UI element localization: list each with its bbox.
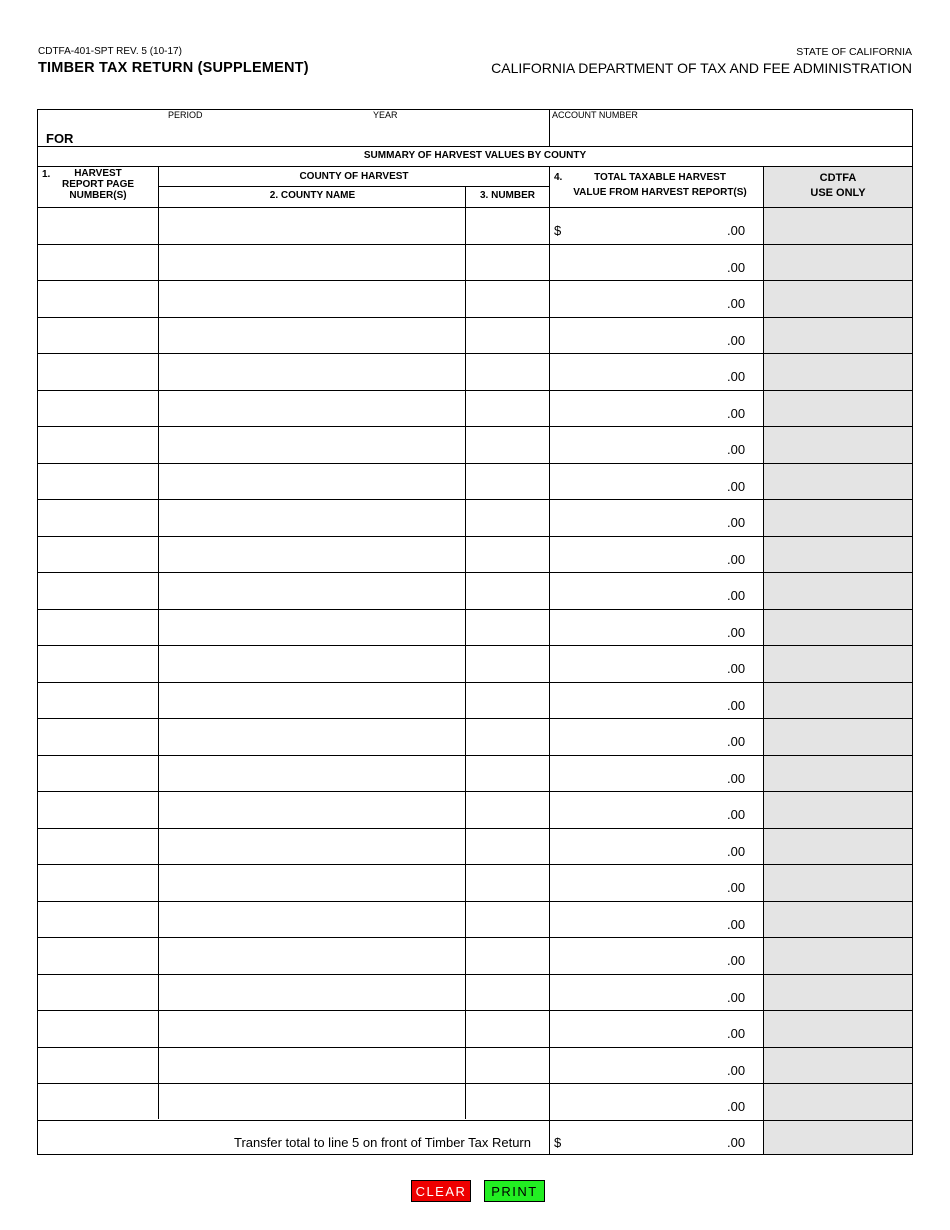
cents-label: .00 [727, 442, 746, 457]
harvest-page-input[interactable] [39, 684, 157, 716]
county-number-input[interactable] [467, 1049, 548, 1081]
cents-label: .00 [727, 332, 746, 348]
county-number-input[interactable] [467, 392, 548, 424]
county-name-input[interactable] [160, 209, 464, 241]
total-cents: .00 [727, 1135, 746, 1150]
county-name-input[interactable] [160, 720, 464, 752]
county-number-input[interactable] [467, 282, 548, 314]
county-number-input[interactable] [467, 209, 548, 241]
cents-label: .00 [727, 953, 746, 968]
cents-label: .00 [727, 770, 746, 786]
col1-header: HARVEST REPORT PAGE NUMBER(S) [61, 168, 135, 201]
cdtfa-header-line2: USE ONLY [810, 187, 866, 199]
cdtfa-header-line1: CDTFA [819, 172, 857, 184]
cents-label: .00 [727, 843, 746, 859]
county-name-input[interactable] [160, 501, 464, 533]
harvest-page-input[interactable] [39, 574, 157, 606]
harvest-value-input[interactable] [566, 684, 726, 716]
cents-label: .00 [727, 296, 746, 311]
harvest-page-input[interactable] [39, 793, 157, 825]
harvest-page-input[interactable] [39, 1012, 157, 1044]
harvest-page-input[interactable] [39, 720, 157, 752]
county-name-input[interactable] [160, 465, 464, 497]
harvest-page-input[interactable] [39, 355, 157, 387]
county-name-input[interactable] [160, 903, 464, 935]
col3-header: 3. NUMBER [479, 190, 535, 201]
harvest-value-input[interactable] [566, 1012, 726, 1044]
cents-label: .00 [727, 551, 746, 567]
county-name-input[interactable] [160, 1085, 464, 1117]
county-number-input[interactable] [467, 501, 548, 533]
county-name-input[interactable] [160, 757, 464, 789]
harvest-value-input[interactable] [566, 1049, 726, 1081]
col2-header: 2. COUNTY NAME [269, 190, 356, 201]
cents-label: .00 [727, 1062, 746, 1078]
harvest-page-input[interactable] [39, 647, 157, 679]
year-label: YEAR [373, 110, 398, 120]
harvest-value-input[interactable] [566, 647, 726, 679]
county-number-input[interactable] [467, 720, 548, 752]
harvest-page-input[interactable] [39, 501, 157, 533]
county-number-input[interactable] [467, 355, 548, 387]
harvest-value-input[interactable] [566, 1085, 726, 1117]
harvest-value-input[interactable] [566, 793, 726, 825]
clear-button[interactable]: CLEAR [411, 1180, 471, 1202]
county-number-input[interactable] [467, 939, 548, 971]
county-name-input[interactable] [160, 246, 464, 278]
county-number-input[interactable] [467, 903, 548, 935]
county-number-input[interactable] [467, 538, 548, 570]
county-name-input[interactable] [160, 793, 464, 825]
cents-label: .00 [727, 880, 746, 895]
cdtfa-use-only-column [764, 167, 912, 1154]
print-button[interactable]: PRINT [484, 1180, 545, 1202]
harvest-page-input[interactable] [39, 538, 157, 570]
harvest-page-input[interactable] [39, 903, 157, 935]
for-label: FOR [46, 131, 74, 146]
harvest-page-input[interactable] [39, 1085, 157, 1117]
cents-label: .00 [727, 515, 746, 530]
county-number-input[interactable] [467, 1012, 548, 1044]
cents-label: .00 [727, 588, 746, 603]
section-title: SUMMARY OF HARVEST VALUES BY COUNTY [363, 150, 587, 161]
harvest-page-input[interactable] [39, 976, 157, 1008]
county-number-input[interactable] [467, 1085, 548, 1117]
cents-label: .00 [727, 807, 746, 822]
harvest-page-input[interactable] [39, 246, 157, 278]
county-name-input[interactable] [160, 574, 464, 606]
county-number-input[interactable] [467, 611, 548, 643]
harvest-value-input[interactable] [566, 866, 726, 898]
cents-label: .00 [727, 369, 746, 384]
harvest-value-input[interactable] [566, 903, 726, 935]
harvest-value-input[interactable] [566, 282, 726, 314]
transfer-text: Transfer total to line 5 on front of Timber Tax Return [234, 1135, 531, 1150]
harvest-value-input[interactable] [566, 392, 726, 424]
cents-label: .00 [727, 1026, 746, 1041]
form-title: TIMBER TAX RETURN (SUPPLEMENT) [38, 60, 309, 76]
county-number-input[interactable] [467, 246, 548, 278]
county-name-input[interactable] [160, 1049, 464, 1081]
cents-label: .00 [727, 661, 746, 676]
harvest-page-input[interactable] [39, 866, 157, 898]
county-name-input[interactable] [160, 976, 464, 1008]
harvest-value-input[interactable] [566, 501, 726, 533]
col4-number: 4. [554, 172, 563, 183]
cents-label: .00 [727, 697, 746, 713]
county-name-input[interactable] [160, 647, 464, 679]
harvest-page-input[interactable] [39, 319, 157, 351]
harvest-value-input[interactable] [566, 355, 726, 387]
cents-label: .00 [727, 223, 746, 238]
harvest-value-input[interactable] [566, 939, 726, 971]
harvest-page-input[interactable] [39, 1049, 157, 1081]
department-label: CALIFORNIA DEPARTMENT OF TAX AND FEE ADMINISTRATION [491, 60, 912, 76]
county-name-input[interactable] [160, 830, 464, 862]
county-name-input[interactable] [160, 392, 464, 424]
county-number-input[interactable] [467, 684, 548, 716]
harvest-page-input[interactable] [39, 209, 157, 241]
harvest-page-input[interactable] [39, 428, 157, 460]
harvest-value-input[interactable] [566, 757, 726, 789]
state-label: STATE OF CALIFORNIA [796, 46, 912, 58]
county-number-input[interactable] [467, 757, 548, 789]
harvest-value-input[interactable] [566, 574, 726, 606]
harvest-value-input[interactable] [566, 246, 726, 278]
county-name-input[interactable] [160, 538, 464, 570]
form-frame [37, 109, 913, 1155]
county-name-input[interactable] [160, 1012, 464, 1044]
dollar-sign: $ [554, 223, 562, 238]
county-number-input[interactable] [467, 866, 548, 898]
harvest-value-input[interactable] [566, 976, 726, 1008]
harvest-page-input[interactable] [39, 830, 157, 862]
col1-number: 1. [42, 169, 51, 180]
col4-header-line2: VALUE FROM HARVEST REPORT(S) [573, 187, 747, 198]
county-group-header: COUNTY OF HARVEST [299, 171, 409, 182]
cents-label: .00 [727, 259, 746, 275]
county-number-input[interactable] [467, 793, 548, 825]
form-id: CDTFA-401-SPT REV. 5 (10-17) [38, 46, 182, 57]
harvest-value-input[interactable] [566, 465, 726, 497]
total-dollar-sign: $ [554, 1135, 562, 1150]
account-label: ACCOUNT NUMBER [552, 110, 638, 120]
county-name-input[interactable] [160, 684, 464, 716]
county-number-input[interactable] [467, 428, 548, 460]
cents-label: .00 [727, 405, 746, 421]
harvest-page-input[interactable] [39, 282, 157, 314]
period-label: PERIOD [168, 110, 203, 120]
cents-label: .00 [727, 916, 746, 932]
harvest-page-input[interactable] [39, 392, 157, 424]
harvest-value-input[interactable] [566, 319, 726, 351]
county-number-input[interactable] [467, 574, 548, 606]
county-number-input[interactable] [467, 465, 548, 497]
county-name-input[interactable] [160, 939, 464, 971]
account-divider [549, 110, 550, 147]
county-number-input[interactable] [467, 647, 548, 679]
county-name-input[interactable] [160, 611, 464, 643]
harvest-page-input[interactable] [39, 611, 157, 643]
county-number-input[interactable] [467, 319, 548, 351]
county-number-input[interactable] [467, 976, 548, 1008]
period-input[interactable] [88, 126, 228, 146]
harvest-page-input[interactable] [39, 465, 157, 497]
cents-label: .00 [727, 624, 746, 640]
harvest-value-input[interactable] [566, 428, 726, 460]
year-input[interactable] [328, 126, 458, 146]
total-amount-input[interactable] [566, 1125, 726, 1153]
harvest-value-input[interactable] [566, 611, 726, 643]
account-number-input[interactable] [553, 124, 908, 146]
cents-label: .00 [727, 989, 746, 1005]
harvest-value-input[interactable] [566, 830, 726, 862]
col4-header-line1: TOTAL TAXABLE HARVEST [594, 172, 726, 183]
county-name-input[interactable] [160, 282, 464, 314]
harvest-value-input[interactable] [566, 720, 726, 752]
cents-label: .00 [727, 478, 746, 494]
county-name-input[interactable] [160, 866, 464, 898]
county-name-input[interactable] [160, 355, 464, 387]
cents-label: .00 [727, 1099, 746, 1114]
cents-label: .00 [727, 734, 746, 749]
harvest-page-input[interactable] [39, 939, 157, 971]
harvest-value-input[interactable] [566, 538, 726, 570]
harvest-page-input[interactable] [39, 757, 157, 789]
county-number-input[interactable] [467, 830, 548, 862]
county-name-input[interactable] [160, 428, 464, 460]
county-name-input[interactable] [160, 319, 464, 351]
harvest-value-input[interactable] [566, 209, 726, 241]
